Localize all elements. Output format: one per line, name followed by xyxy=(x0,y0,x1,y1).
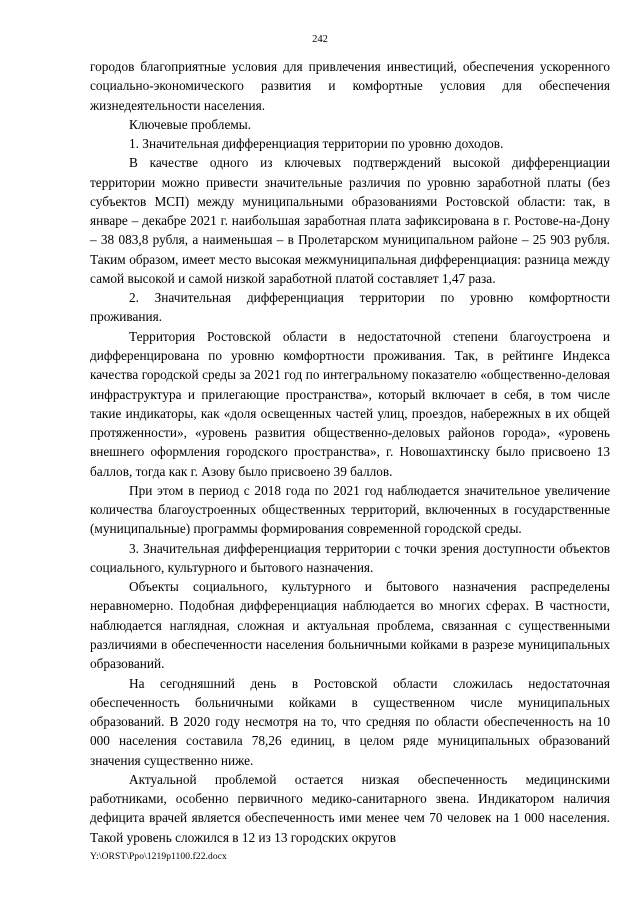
paragraph-problem-1-title: 1. Значительная дифференциация территории по уровню доходов. xyxy=(129,136,504,152)
footer-file-path: Y:\ORST\Ppo\1219p1100.f22.docx xyxy=(90,852,227,862)
body-text xyxy=(90,57,610,847)
paragraph-public-spaces-growth: При этом в период с 2018 года по 2021 год наблюдается значительное увеличение количества благоустроенных общественных территорий, включенных в государственные (муниципальные) программы формирования современной городской среды. xyxy=(90,482,610,537)
page-number: 242 xyxy=(312,34,328,45)
paragraph-problem-2-title: 2. Значительная дифференциация территории по уровню комфортности проживания. xyxy=(90,290,610,325)
paragraph-urban-environment-index: Территория Ростовской области в недостаточной степени благоустроена и дифференцирована по уровню комфортности проживания. Так, в рейтинге Индекса качества городской среды за 2021 год по интегральному показателю «общественно-деловая инфраструктура и прилегающие пространства», который включает в себя, в том числе такие индикаторы, как «доля освещенных частей улиц, проездов, набережных в их общей протяженности», «уровень развития общественно-деловых районов города», «уровень внешнего оформления городского пространства», г. Новошахтинску было присвоено 13 баллов, тогда как г. Азову было присвоено 39 баллов. xyxy=(90,328,610,479)
paragraph-wage-differentiation: В качестве одного из ключевых подтверждений высокой дифференциации территории можно привести значительные различия по уровню заработной платы (без субъектов МСП) между муниципальными образованиями Ростовской области: так, в январе – декабре 2021 г. наибольшая заработная плата зафиксирована в г. Ростове-на-Дону – 38 083,8 рубля, а наименьшая – в Пролетарском муниципальном районе – 25 903 рубля. Таким образом, имеет место высокая межмуниципальная дифференциация: разница между самой высокой и самой низкой заработной платой составляет 1,47 раза. xyxy=(90,155,610,286)
paragraph-uneven-distribution: Объекты социального, культурного и бытового назначения распределены неравномерно. Подобная дифференциация наблюдается во многих сферах. В частности, наблюдается наглядная, сложная и актуальная проблема, связанная с существенными различиями в обеспеченности населения больничными койками в разрезе муниципальных образований. xyxy=(90,579,610,672)
paragraph-continuation: городов благоприятные условия для привлечения инвестиций, обеспечения ускоренного социально-экономического развития и комфортные условия для обеспечения жизнедеятельности населения. xyxy=(90,59,610,113)
paragraph-hospital-beds: На сегодняшний день в Ростовской области сложилась недостаточная обеспеченность больничными койками в существенном числе муниципальных образований. В 2020 году несмотря на то, что средняя по области обеспеченность на 10 000 населения составила 78,26 единиц, в целом ряде муниципальных образований значения существенно ниже. xyxy=(90,675,610,768)
paragraph-key-problems-heading: Ключевые проблемы. xyxy=(129,116,252,132)
paragraph-problem-3-title: 3. Значительная дифференциация территории с точки зрения доступности объектов социального, культурного и бытового назначения. xyxy=(90,540,610,575)
paragraph-medical-staff: Актуальной проблемой остается низкая обеспеченность медицинскими работниками, особенно первичного медико-санитарного звена. Индикатором наличия дефицита врачей является обеспеченность ими менее чем 70 человек на 1 000 населения. Такой уровень сложился в 12 из 13 городских округов xyxy=(90,771,610,845)
